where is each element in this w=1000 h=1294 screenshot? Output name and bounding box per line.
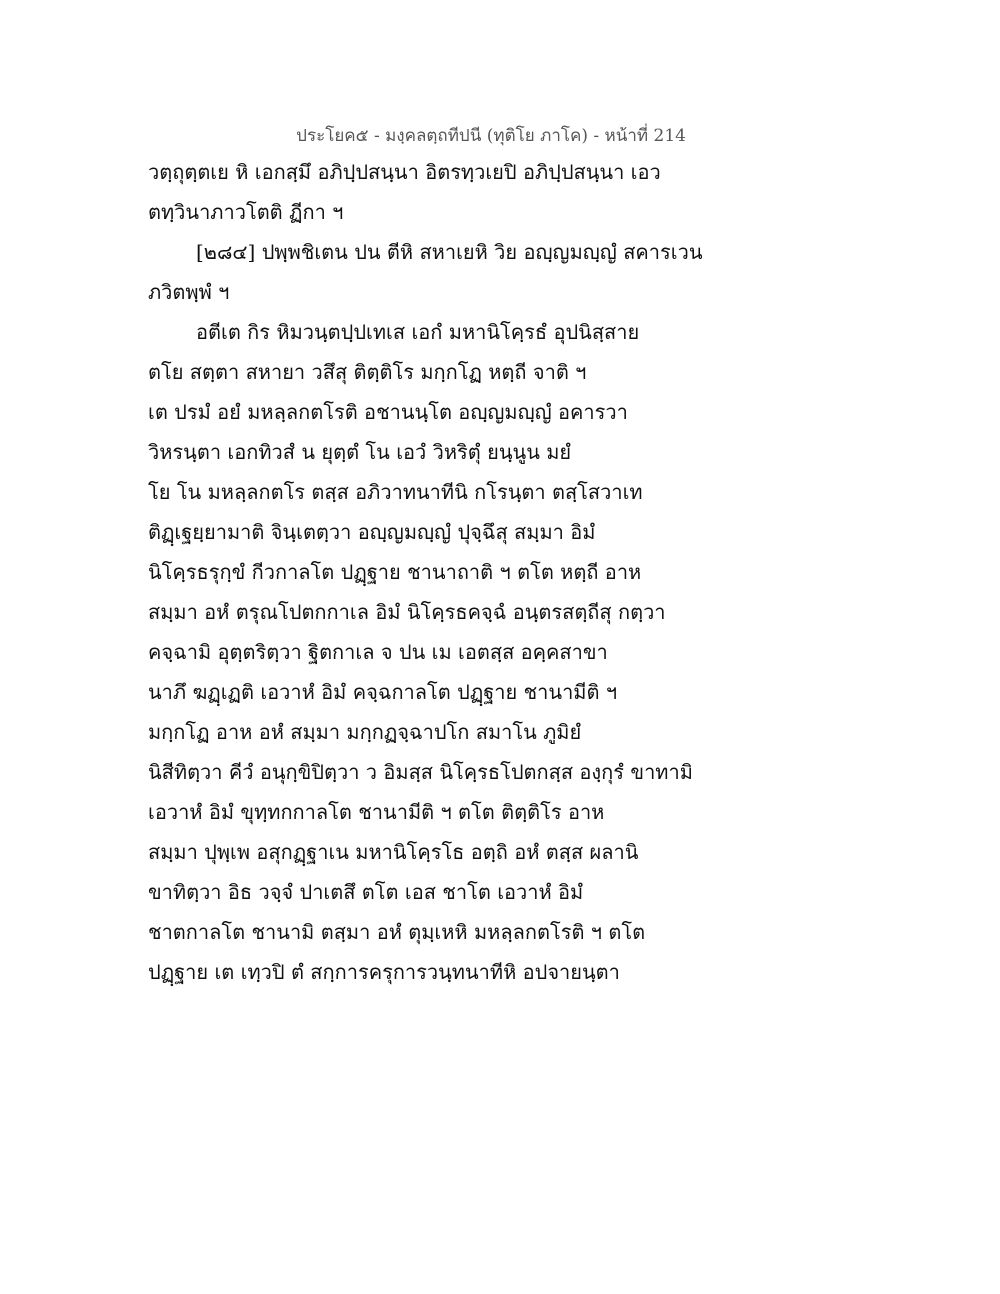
- text-line: สมฺมา ปุพฺเพ อสุกฏฺฐาเน มหานิโคฺรโธ อตฺถิ อหํ ตสฺส ผลานิ: [148, 840, 639, 864]
- text-line: วิหรนฺตา เอกทิวสํ น ยุตฺตํ โน เอวํ วิหริตุํ ยนฺนูน มยํ: [148, 440, 572, 464]
- text-line: มกฺกโฏ อาห อหํ สมฺมา มกฺกฏจฺฉาปโก สมาโน ภูมิยํ: [148, 720, 582, 744]
- text-line: นาภึ ฆฏฺเฏติ เอวาหํ อิมํ คจฺฉกาลโต ปฏฺฐาย ชานามีติ ฯ: [148, 680, 618, 704]
- text-line: สมฺมา อหํ ตรุณโปตกกาเล อิมํ นิโคฺรธคจฺฉํ อนฺตรสตฺถีสุ กตฺวา: [148, 600, 666, 624]
- text-line: ภวิตพฺพํ ฯ: [148, 280, 230, 304]
- text-line: นิสีทิตฺวา คีวํ อนุกฺขิปิตฺวา ว อิมสฺส นิโคฺรธโปตกสฺส องฺกุรํ ขาทามิ: [148, 760, 693, 784]
- text-line: วตฺถุตฺตเย หิ เอกสฺมึ อภิปฺปสนฺนา อิตรทฺวเยปิ อภิปฺปสนฺนา เอว: [148, 160, 661, 184]
- text-line: [๒๘๔] ปพฺพชิเตน ปน ตีหิ สหาเยหิ วิย อญฺญมญฺญํ สคารเวน: [196, 240, 703, 264]
- body-text: [148, 152, 703, 992]
- text-line: นิโคฺรธรุกฺขํ กีวกาลโต ปฏฺฐาย ชานาถาติ ฯ ตโต หตฺถี อาห: [148, 560, 642, 584]
- running-header: ประโยค๕ - มงฺคลตฺถทีปนี (ทุติโย ภาโค) - หน้าที่ 214: [296, 126, 686, 146]
- text-line: ตโย สตฺตา สหายา วสึสุ ติตฺติโร มกฺกโฏ หตฺถี จาติ ฯ: [148, 360, 587, 384]
- text-line: โย โน มหลฺลกตโร ตสฺส อภิวาทนาทีนิ กโรนฺตา ตสฺโสวาเท: [148, 480, 643, 504]
- text-line: เอวาหํ อิมํ ขุทฺทกกาลโต ชานามีติ ฯ ตโต ติตฺติโร อาห: [148, 800, 605, 824]
- text-line: เต ปรมํ อยํ มหลฺลกตโรติ อชานนฺโต อญฺญมญฺญํ อคารวา: [148, 400, 628, 424]
- text-line: ปฏฺฐาย เต เทฺวปิ ตํ สกฺการครุการวนฺทนาทีหิ อปจายนฺตา: [148, 960, 620, 984]
- text-line: คจฺฉามิ อุตฺตริตฺวา ฐิตกาเล จ ปน เม เอตสฺส อคฺคสาขา: [148, 640, 608, 664]
- text-line: ขาทิตฺวา อิธ วจฺจํ ปาเตสึ ตโต เอส ชาโต เอวาหํ อิมํ: [148, 880, 584, 904]
- text-line: อตีเต กิร หิมวนฺตปฺปเทเส เอกํ มหานิโคฺรธํ อุปนิสฺสาย: [196, 320, 640, 344]
- text-line: ติฏฺเฐยฺยามาติ จินฺเตตฺวา อญฺญมญฺญํ ปุจฺฉึสุ สมฺมา อิมํ: [148, 520, 596, 544]
- text-line: ชาตกาลโต ชานามิ ตสฺมา อหํ ตุมฺเหหิ มหลฺลกตโรติ ฯ ตโต: [148, 920, 646, 944]
- text-line: ตทฺวินาภาวโตติ ฏีกา ฯ: [148, 200, 344, 224]
